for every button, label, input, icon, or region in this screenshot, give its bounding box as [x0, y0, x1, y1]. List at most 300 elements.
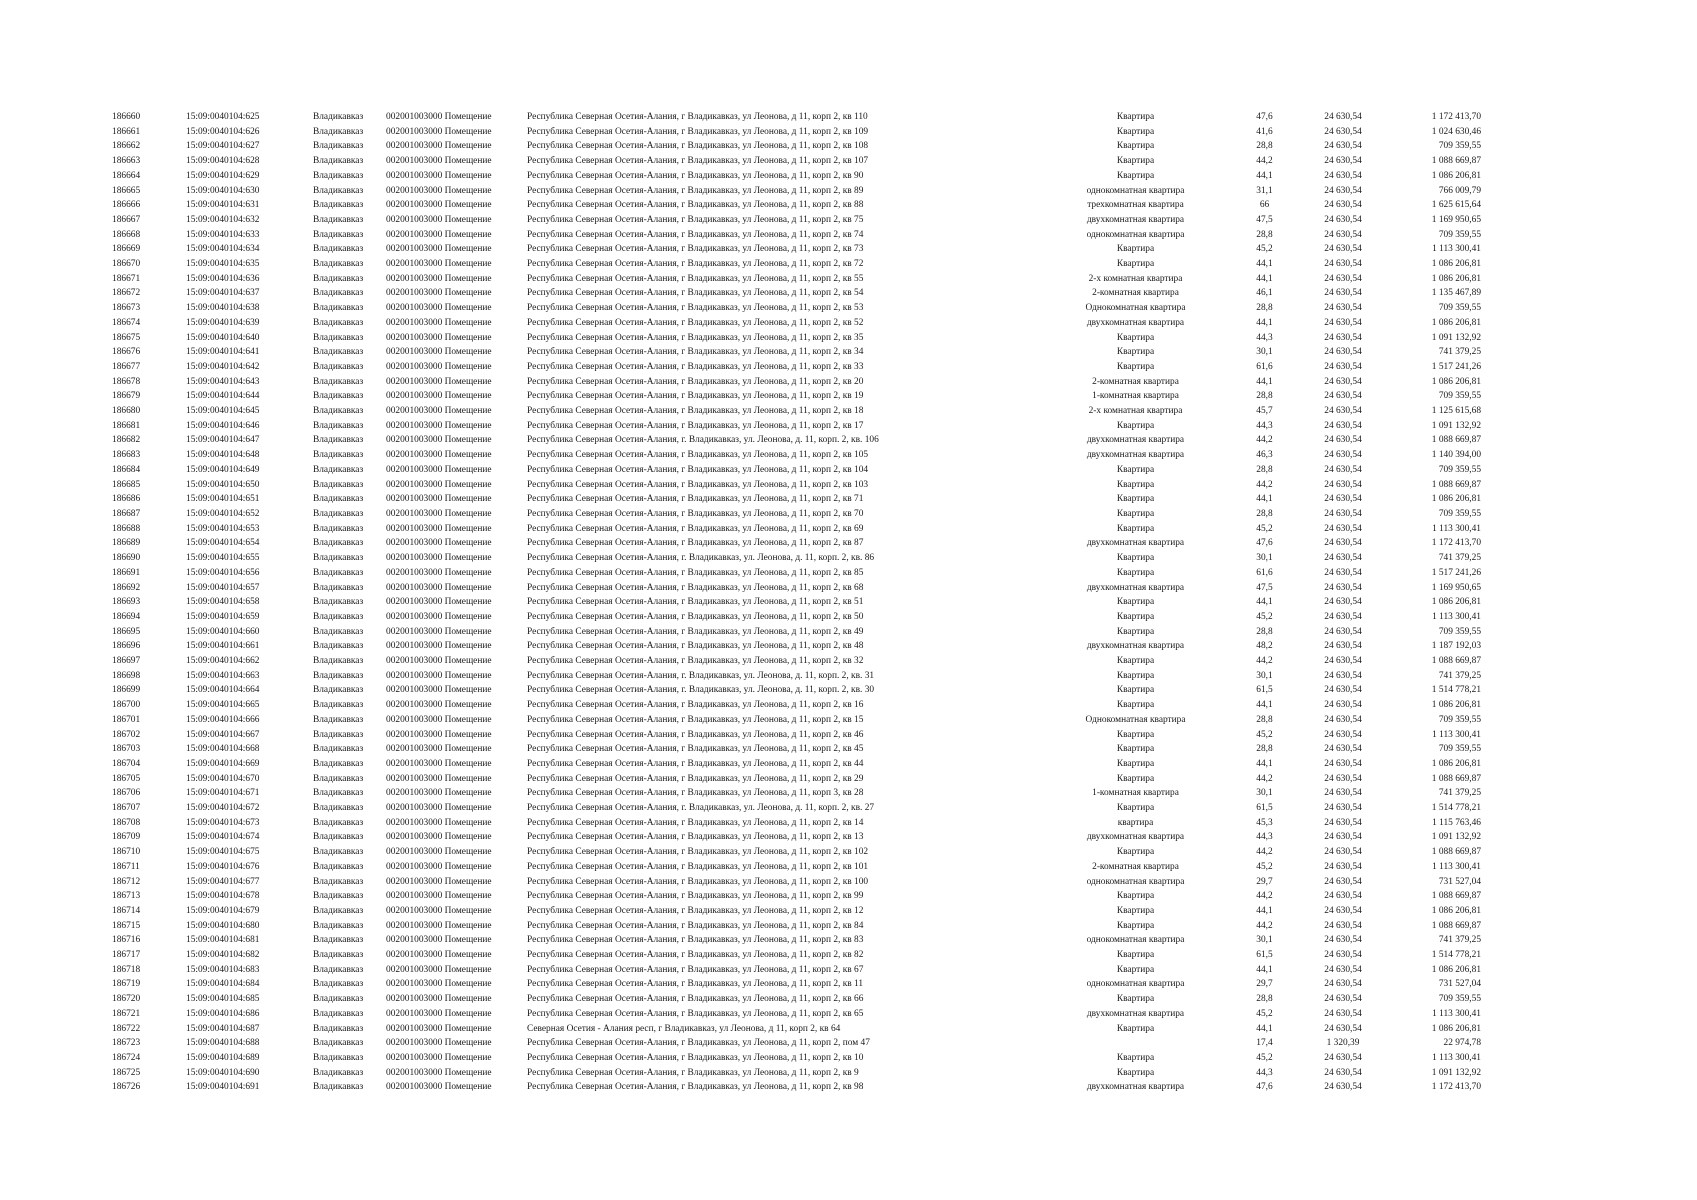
price-per-sqm-cell: 24 630,54 [1324, 626, 1362, 637]
price-per-sqm-cell: 24 630,54 [1324, 450, 1362, 461]
purpose-cell: Квартира [1116, 950, 1155, 961]
cadastral-cost-cell: 1 125 615,68 [1431, 406, 1481, 417]
row-id-cell: 186691 [112, 567, 141, 578]
table-row [112, 786, 1481, 801]
cadastral-cost-cell: 709 359,55 [1438, 229, 1481, 240]
purpose-cell: Квартира [1116, 964, 1155, 975]
object-type-cell: 002001003000 Помещение [386, 641, 492, 652]
address-cell: Республика Северная Осетия-Алания, г Владикавказ, ул Леонова, д 11, корп 2, кв 104 [527, 464, 869, 475]
object-type-cell: 002001003000 Помещение [386, 994, 492, 1005]
price-per-sqm-cell: 24 630,54 [1324, 1023, 1362, 1034]
address-cell: Республика Северная Осетия-Алания, г Владикавказ, ул Леонова, д 11, корп 2, кв 49 [527, 626, 864, 637]
area-cell: 28,8 [1256, 303, 1273, 314]
city-cell: Владикавказ [313, 935, 364, 946]
price-per-sqm-cell: 24 630,54 [1324, 406, 1362, 417]
purpose-cell: двухкомнатная квартира [1086, 214, 1185, 225]
city-cell: Владикавказ [313, 523, 364, 534]
object-type-cell: 002001003000 Помещение [386, 817, 492, 828]
area-cell: 46,3 [1256, 450, 1273, 461]
address-cell: Республика Северная Осетия-Алания, г Владикавказ, ул Леонова, д 11, корп 2, кв 75 [527, 214, 864, 225]
city-cell: Владикавказ [313, 317, 364, 328]
city-cell: Владикавказ [313, 876, 364, 887]
purpose-cell: Квартира [1116, 597, 1155, 608]
object-type-cell: 002001003000 Помещение [386, 214, 492, 225]
row-id-cell: 186662 [112, 141, 141, 152]
cadastral-number-cell: 15:09:0040104:655 [186, 553, 260, 564]
address-cell: Республика Северная Осетия-Алания, г. Владикавказ, ул. Леонова, д. 11, корп. 2, кв. 30 [527, 685, 875, 696]
city-cell: Владикавказ [313, 332, 364, 343]
cadastral-cost-cell: 1 514 778,21 [1431, 950, 1481, 961]
cadastral-number-cell: 15:09:0040104:682 [186, 950, 260, 961]
cadastral-number-cell: 15:09:0040104:637 [186, 288, 260, 299]
city-cell: Владикавказ [313, 817, 364, 828]
purpose-cell: квартира [1117, 817, 1154, 828]
cadastral-cost-cell: 1 514 778,21 [1431, 803, 1481, 814]
cadastral-cost-cell: 741 379,25 [1438, 347, 1481, 358]
area-cell: 45,2 [1256, 861, 1273, 872]
object-type-cell: 002001003000 Помещение [386, 1038, 492, 1049]
table-row [112, 860, 1481, 875]
area-cell: 44,1 [1256, 376, 1273, 387]
address-cell: Республика Северная Осетия-Алания, г Владикавказ, ул Леонова, д 11, корп 2, кв 72 [527, 259, 864, 270]
purpose-cell [1037, 1036, 1234, 1051]
address-cell: Республика Северная Осетия-Алания, г. Владикавказ, ул. Леонова, д. 11, корп. 2, кв. 31 [527, 670, 875, 681]
object-type-cell: 002001003000 Помещение [386, 259, 492, 270]
area-cell: 45,2 [1256, 244, 1273, 255]
cadastral-number-cell: 15:09:0040104:641 [186, 347, 260, 358]
row-id-cell: 186663 [112, 156, 141, 167]
object-type-cell: 002001003000 Помещение [386, 288, 492, 299]
city-cell: Владикавказ [313, 494, 364, 505]
city-cell: Владикавказ [313, 950, 364, 961]
city-cell: Владикавказ [313, 361, 364, 372]
table-row [112, 713, 1481, 728]
price-per-sqm-cell: 24 630,54 [1324, 185, 1362, 196]
area-cell: 44,1 [1256, 273, 1273, 284]
address-cell: Республика Северная Осетия-Алания, г Владикавказ, ул Леонова, д 11, корп 2, кв 85 [527, 567, 864, 578]
cadastral-cost-cell: 731 527,04 [1438, 979, 1481, 990]
object-type-cell: 002001003000 Помещение [386, 582, 492, 593]
price-per-sqm-cell: 24 630,54 [1324, 391, 1362, 402]
cadastral-number-cell: 15:09:0040104:643 [186, 376, 260, 387]
purpose-cell: Квартира [1116, 170, 1155, 181]
cadastral-cost-cell: 709 359,55 [1438, 508, 1481, 519]
object-type-cell: 002001003000 Помещение [386, 244, 492, 255]
purpose-cell: 1-комнатная квартира [1092, 391, 1179, 402]
address-cell: Республика Северная Осетия-Алания, г Владикавказ, ул Леонова, д 11, корп 2, кв 105 [527, 450, 869, 461]
address-cell: Республика Северная Осетия-Алания, г Владикавказ, ул Леонова, д 11, корп 2, кв 89 [527, 185, 864, 196]
purpose-cell: Квартира [1116, 141, 1155, 152]
row-id-cell: 186723 [112, 1038, 141, 1049]
row-id-cell: 186680 [112, 406, 141, 417]
area-cell: 28,8 [1256, 229, 1273, 240]
area-cell: 45,3 [1256, 817, 1273, 828]
cadastral-cost-cell: 709 359,55 [1438, 626, 1481, 637]
table-row [112, 301, 1481, 316]
row-id-cell: 186673 [112, 303, 141, 314]
row-id-cell: 186665 [112, 185, 141, 196]
price-per-sqm-cell: 24 630,54 [1324, 156, 1362, 167]
price-per-sqm-cell: 24 630,54 [1324, 876, 1362, 887]
cadastral-number-cell: 15:09:0040104:646 [186, 420, 260, 431]
price-per-sqm-cell: 24 630,54 [1324, 347, 1362, 358]
row-id-cell: 186686 [112, 494, 141, 505]
price-per-sqm-cell: 24 630,54 [1324, 641, 1362, 652]
price-per-sqm-cell: 24 630,54 [1324, 200, 1362, 211]
object-type-cell: 002001003000 Помещение [386, 700, 492, 711]
price-per-sqm-cell: 24 630,54 [1324, 1067, 1362, 1078]
purpose-cell: Квартира [1116, 420, 1155, 431]
table-row [112, 875, 1481, 890]
cadastral-cost-cell: 1 113 300,41 [1432, 729, 1481, 740]
purpose-cell: Квартира [1116, 567, 1155, 578]
price-per-sqm-cell: 24 630,54 [1324, 170, 1362, 181]
cadastral-cost-cell: 1 088 669,87 [1431, 847, 1481, 858]
purpose-cell: 2-комнатная квартира [1092, 376, 1179, 387]
area-cell: 61,6 [1256, 567, 1273, 578]
table-row [112, 345, 1481, 360]
row-id-cell: 186708 [112, 817, 141, 828]
purpose-cell: Квартира [1116, 803, 1155, 814]
object-type-cell: 002001003000 Помещение [386, 391, 492, 402]
cadastral-cost-cell: 1 086 206,81 [1431, 259, 1481, 270]
area-cell: 41,6 [1256, 126, 1273, 137]
price-per-sqm-cell: 24 630,54 [1324, 758, 1362, 769]
area-cell: 44,2 [1256, 435, 1273, 446]
cadastral-number-cell: 15:09:0040104:652 [186, 508, 260, 519]
purpose-cell: двухкомнатная квартира [1086, 435, 1185, 446]
table-row [112, 845, 1481, 860]
table-row [112, 772, 1481, 787]
table-row [112, 683, 1481, 698]
purpose-cell: однокомнатная квартира [1086, 185, 1185, 196]
area-cell: 44,1 [1256, 964, 1273, 975]
table-row [112, 169, 1481, 184]
row-id-cell: 186725 [112, 1067, 141, 1078]
object-type-cell: 002001003000 Помещение [386, 303, 492, 314]
object-type-cell: 002001003000 Помещение [386, 656, 492, 667]
price-per-sqm-cell: 24 630,54 [1324, 464, 1362, 475]
price-per-sqm-cell: 24 630,54 [1324, 729, 1362, 740]
cadastral-number-cell: 15:09:0040104:668 [186, 744, 260, 755]
cadastral-number-cell: 15:09:0040104:648 [186, 450, 260, 461]
price-per-sqm-cell: 24 630,54 [1324, 817, 1362, 828]
cadastral-cost-cell: 1 086 206,81 [1431, 964, 1481, 975]
city-cell: Владикавказ [313, 553, 364, 564]
table-row [112, 360, 1481, 375]
row-id-cell: 186697 [112, 656, 141, 667]
address-cell: Республика Северная Осетия-Алания, г Владикавказ, ул Леонова, д 11, корп 2, кв 50 [527, 611, 864, 622]
object-type-cell: 002001003000 Помещение [386, 876, 492, 887]
address-cell: Республика Северная Осетия-Алания, г Владикавказ, ул Леонова, д 11, корп 2, кв 12 [527, 905, 864, 916]
area-cell: 44,3 [1256, 832, 1273, 843]
table-row [112, 375, 1481, 390]
price-per-sqm-cell: 24 630,54 [1324, 273, 1362, 284]
price-per-sqm-cell: 24 630,54 [1324, 508, 1362, 519]
price-per-sqm-cell: 24 630,54 [1324, 435, 1362, 446]
row-id-cell: 186695 [112, 626, 141, 637]
price-per-sqm-cell: 24 630,54 [1324, 685, 1362, 696]
area-cell: 44,1 [1256, 597, 1273, 608]
cadastral-cost-cell: 766 009,79 [1438, 185, 1481, 196]
table-row [112, 698, 1481, 713]
table-row [112, 272, 1481, 287]
table-row [112, 625, 1481, 640]
cadastral-cost-cell: 709 359,55 [1438, 994, 1481, 1005]
row-id-cell: 186678 [112, 376, 141, 387]
price-per-sqm-cell: 24 630,54 [1324, 1008, 1362, 1019]
city-cell: Владикавказ [313, 273, 364, 284]
table-row [112, 404, 1481, 419]
cadastral-number-cell: 15:09:0040104:636 [186, 273, 260, 284]
price-per-sqm-cell: 24 630,54 [1324, 259, 1362, 270]
city-cell: Владикавказ [313, 1067, 364, 1078]
table-row [112, 654, 1481, 669]
price-per-sqm-cell: 24 630,54 [1324, 656, 1362, 667]
cadastral-number-cell: 15:09:0040104:676 [186, 861, 260, 872]
area-cell: 44,3 [1256, 1067, 1273, 1078]
city-cell: Владикавказ [313, 1082, 364, 1093]
price-per-sqm-cell: 24 630,54 [1324, 420, 1362, 431]
price-per-sqm-cell: 24 630,54 [1324, 700, 1362, 711]
area-cell: 44,2 [1256, 891, 1273, 902]
cadastral-number-cell: 15:09:0040104:632 [186, 214, 260, 225]
table-row [112, 198, 1481, 213]
area-cell: 47,6 [1256, 1082, 1273, 1093]
area-cell: 61,5 [1256, 803, 1273, 814]
object-type-cell: 002001003000 Помещение [386, 1053, 492, 1063]
price-per-sqm-cell: 24 630,54 [1324, 523, 1362, 534]
city-cell: Владикавказ [313, 597, 364, 608]
purpose-cell: Квартира [1116, 758, 1155, 769]
address-cell: Республика Северная Осетия-Алания, г Владикавказ, ул Леонова, д 11, корп 2, кв 90 [527, 170, 864, 181]
cadastral-number-cell: 15:09:0040104:625 [186, 112, 260, 122]
object-type-cell: 002001003000 Помещение [386, 273, 492, 284]
cadastral-number-cell: 15:09:0040104:661 [186, 641, 260, 652]
cadastral-cost-cell: 1 115 763,46 [1432, 817, 1481, 828]
cadastral-cost-cell: 1 514 778,21 [1431, 685, 1481, 696]
row-id-cell: 186706 [112, 788, 141, 799]
table-row [112, 566, 1481, 581]
row-id-cell: 186712 [112, 876, 141, 887]
city-cell: Владикавказ [313, 406, 364, 417]
city-cell: Владикавказ [313, 861, 364, 872]
cadastral-number-cell: 15:09:0040104:673 [186, 817, 260, 828]
price-per-sqm-cell: 24 630,54 [1324, 317, 1362, 328]
table-row [112, 551, 1481, 566]
cadastral-cost-cell: 709 359,55 [1438, 464, 1481, 475]
cadastral-number-cell: 15:09:0040104:680 [186, 920, 260, 931]
object-type-cell: 002001003000 Помещение [386, 376, 492, 387]
cadastral-number-cell: 15:09:0040104:689 [186, 1053, 260, 1063]
city-cell: Владикавказ [313, 729, 364, 740]
object-type-cell: 002001003000 Помещение [386, 861, 492, 872]
address-cell: Республика Северная Осетия-Алания, г Владикавказ, ул Леонова, д 11, корп 2, кв 9 [527, 1067, 859, 1078]
purpose-cell: Квартира [1116, 508, 1155, 519]
object-type-cell: 002001003000 Помещение [386, 347, 492, 358]
object-type-cell: 002001003000 Помещение [386, 788, 492, 799]
row-id-cell: 186705 [112, 773, 141, 784]
table-row [112, 536, 1481, 551]
cadastral-cost-cell: 1 088 669,87 [1431, 479, 1481, 490]
table-row [112, 448, 1481, 463]
area-cell: 28,8 [1256, 391, 1273, 402]
table-row [112, 816, 1481, 831]
address-cell: Республика Северная Осетия-Алания, г Владикавказ, ул Леонова, д 11, корп 2, кв 13 [527, 832, 864, 843]
cadastral-cost-cell: 709 359,55 [1438, 141, 1481, 152]
cadastral-number-cell: 15:09:0040104:647 [186, 435, 260, 446]
purpose-cell: Квартира [1116, 626, 1155, 637]
cadastral-number-cell: 15:09:0040104:656 [186, 567, 260, 578]
price-per-sqm-cell: 24 630,54 [1324, 964, 1362, 975]
purpose-cell: однокомнатная квартира [1086, 935, 1185, 946]
city-cell: Владикавказ [313, 714, 364, 725]
cadastral-number-cell: 15:09:0040104:635 [186, 259, 260, 270]
object-type-cell: 002001003000 Помещение [386, 935, 492, 946]
address-cell: Республика Северная Осетия-Алания, г Владикавказ, ул Леонова, д 11, корп 2, кв 54 [527, 288, 864, 299]
price-per-sqm-cell: 24 630,54 [1324, 229, 1362, 240]
cadastral-cost-cell: 1 113 300,41 [1432, 1053, 1481, 1063]
cadastral-cost-cell: 1 088 669,87 [1431, 773, 1481, 784]
price-per-sqm-cell: 24 630,54 [1324, 141, 1362, 152]
table-row [112, 478, 1481, 493]
city-cell: Владикавказ [313, 464, 364, 475]
row-id-cell: 186703 [112, 744, 141, 755]
table-row [112, 1036, 1481, 1051]
table-row [112, 125, 1481, 140]
cadastral-number-cell: 15:09:0040104:650 [186, 479, 260, 490]
object-type-cell: 002001003000 Помещение [386, 435, 492, 446]
city-cell: Владикавказ [313, 214, 364, 225]
object-type-cell: 002001003000 Помещение [386, 597, 492, 608]
purpose-cell: Квартира [1116, 259, 1155, 270]
address-cell: Республика Северная Осетия-Алания, г Владикавказ, ул Леонова, д 11, корп 2, кв 107 [527, 156, 869, 167]
area-cell: 45,2 [1256, 1008, 1273, 1019]
address-cell: Республика Северная Осетия-Алания, г Владикавказ, ул Леонова, д 11, корп 2, кв 99 [527, 891, 864, 902]
cadastral-number-cell: 15:09:0040104:639 [186, 317, 260, 328]
cadastral-number-cell: 15:09:0040104:626 [186, 126, 260, 137]
area-cell: 28,8 [1256, 141, 1273, 152]
object-type-cell: 002001003000 Помещение [386, 229, 492, 240]
price-per-sqm-cell: 24 630,54 [1324, 288, 1362, 299]
row-id-cell: 186671 [112, 273, 141, 284]
cadastral-cost-cell: 709 359,55 [1438, 391, 1481, 402]
cadastral-cost-cell: 1 172 413,70 [1431, 1082, 1481, 1093]
area-cell: 44,1 [1256, 758, 1273, 769]
row-id-cell: 186720 [112, 994, 141, 1005]
cadastral-cost-cell: 1 088 669,87 [1431, 920, 1481, 931]
table-row [112, 139, 1481, 154]
address-cell: Республика Северная Осетия-Алания, г Владикавказ, ул Леонова, д 11, корп 2, кв 19 [527, 391, 864, 402]
address-cell: Республика Северная Осетия-Алания, г Владикавказ, ул Леонова, д 11, корп 2, кв 103 [527, 479, 869, 490]
row-id-cell: 186704 [112, 758, 141, 769]
table-row [112, 1007, 1481, 1022]
row-id-cell: 186666 [112, 200, 141, 211]
cadastral-number-cell: 15:09:0040104:658 [186, 597, 260, 608]
city-cell: Владикавказ [313, 744, 364, 755]
address-cell: Республика Северная Осетия-Алания, г Владикавказ, ул Леонова, д 11, корп 2, кв 15 [527, 714, 864, 725]
row-id-cell: 186681 [112, 420, 141, 431]
purpose-cell: двухкомнатная квартира [1086, 641, 1185, 652]
city-cell: Владикавказ [313, 538, 364, 549]
area-cell: 28,8 [1256, 714, 1273, 725]
object-type-cell: 002001003000 Помещение [386, 567, 492, 578]
address-cell: Республика Северная Осетия-Алания, г. Владикавказ, ул. Леонова, д. 11, корп. 2, кв. 86 [527, 553, 875, 564]
city-cell: Владикавказ [313, 979, 364, 990]
cadastral-cost-cell: 1 088 669,87 [1431, 656, 1481, 667]
area-cell: 61,5 [1256, 685, 1273, 696]
address-cell: Республика Северная Осетия-Алания, г Владикавказ, ул Леонова, д 11, корп 2, кв 82 [527, 950, 864, 961]
object-type-cell: 002001003000 Помещение [386, 332, 492, 343]
object-type-cell: 002001003000 Помещение [386, 112, 492, 122]
address-cell: Республика Северная Осетия-Алания, г Владикавказ, ул Леонова, д 11, корп 2, кв 17 [527, 420, 864, 431]
cadastral-cost-cell: 1 086 206,81 [1431, 494, 1481, 505]
address-cell: Республика Северная Осетия-Алания, г Владикавказ, ул Леонова, д 11, корп 2, кв 87 [527, 538, 864, 549]
city-cell: Владикавказ [313, 803, 364, 814]
area-cell: 47,5 [1256, 582, 1273, 593]
address-cell: Республика Северная Осетия-Алания, г Владикавказ, ул Леонова, д 11, корп 2, кв 18 [527, 406, 864, 417]
address-cell: Республика Северная Осетия-Алания, г Владикавказ, ул Леонова, д 11, корп 2, кв 74 [527, 229, 864, 240]
object-type-cell: 002001003000 Помещение [386, 773, 492, 784]
row-id-cell: 186682 [112, 435, 141, 446]
row-id-cell: 186707 [112, 803, 141, 814]
area-cell: 28,8 [1256, 994, 1273, 1005]
cadastral-cost-cell: 709 359,55 [1438, 744, 1481, 755]
purpose-cell: двухкомнатная квартира [1086, 317, 1185, 328]
purpose-cell: Квартира [1116, 112, 1155, 122]
address-cell: Республика Северная Осетия-Алания, г Владикавказ, ул Леонова, д 11, корп 2, кв 51 [527, 597, 864, 608]
cadastral-number-cell: 15:09:0040104:683 [186, 964, 260, 975]
city-cell: Владикавказ [313, 1038, 364, 1049]
city-cell: Владикавказ [313, 450, 364, 461]
table-row [112, 669, 1481, 684]
row-id-cell: 186717 [112, 950, 141, 961]
object-type-cell: 002001003000 Помещение [386, 523, 492, 534]
row-id-cell: 186724 [112, 1053, 141, 1063]
table-row [112, 463, 1481, 478]
cadastral-number-cell: 15:09:0040104:662 [186, 656, 260, 667]
city-cell: Владикавказ [313, 582, 364, 593]
address-cell: Республика Северная Осетия-Алания, г Владикавказ, ул Леонова, д 11, корп 3, кв 28 [527, 788, 864, 799]
cadastral-cost-cell: 1 091 132,92 [1431, 420, 1481, 431]
row-id-cell: 186687 [112, 508, 141, 519]
address-cell: Республика Северная Осетия-Алания, г Владикавказ, ул Леонова, д 11, корп 2, кв 65 [527, 1008, 864, 1019]
address-cell: Республика Северная Осетия-Алания, г Владикавказ, ул Леонова, д 11, корп 2, кв 14 [527, 817, 864, 828]
price-per-sqm-cell: 24 630,54 [1324, 905, 1362, 916]
cadastral-cost-cell: 1 091 132,92 [1431, 832, 1481, 843]
row-id-cell: 186675 [112, 332, 141, 343]
price-per-sqm-cell: 1 320,39 [1326, 1038, 1360, 1049]
table-row [112, 904, 1481, 919]
address-cell: Республика Северная Осетия-Алания, г Владикавказ, ул Леонова, д 11, корп 2, кв 102 [527, 847, 869, 858]
row-id-cell: 186719 [112, 979, 141, 990]
table-row [112, 595, 1481, 610]
cadastral-cost-cell: 1 086 206,81 [1431, 1023, 1481, 1034]
table-row [112, 639, 1481, 654]
table-row [112, 110, 1481, 125]
area-cell: 44,3 [1256, 332, 1273, 343]
purpose-cell: Квартира [1116, 464, 1155, 475]
price-per-sqm-cell: 24 630,54 [1324, 1082, 1362, 1093]
city-cell: Владикавказ [313, 200, 364, 211]
purpose-cell: однокомнатная квартира [1086, 979, 1185, 990]
city-cell: Владикавказ [313, 656, 364, 667]
address-cell: Республика Северная Осетия-Алания, г Владикавказ, ул Леонова, д 11, корп 2, кв 110 [527, 112, 868, 122]
cadastral-cost-cell: 731 527,04 [1438, 876, 1481, 887]
price-per-sqm-cell: 24 630,54 [1324, 214, 1362, 225]
address-cell: Республика Северная Осетия-Алания, г Владикавказ, ул Леонова, д 11, корп 2, кв 46 [527, 729, 864, 740]
city-cell: Владикавказ [313, 905, 364, 916]
